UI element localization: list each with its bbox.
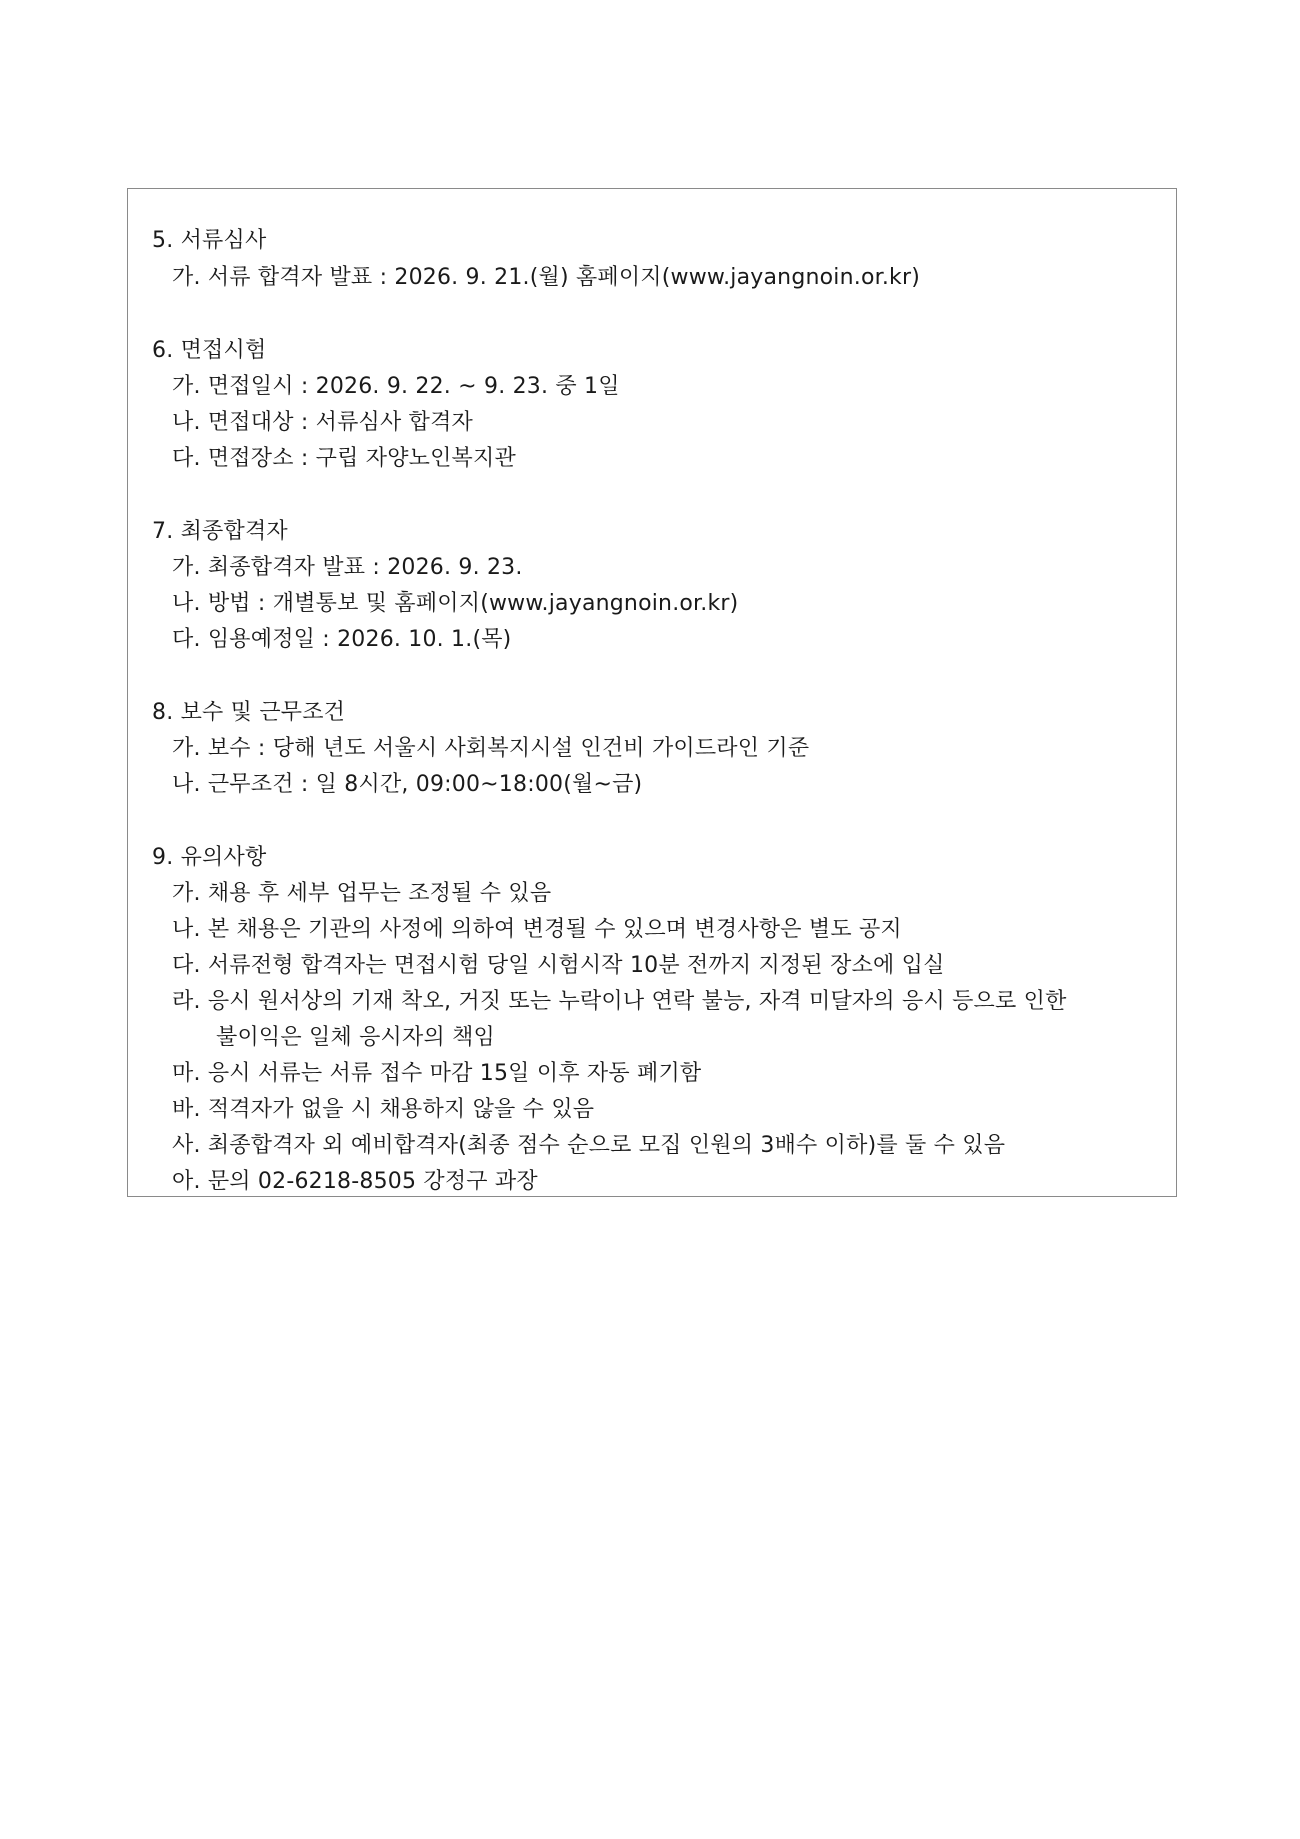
- section-7-item-na: 나. 방법 : 개별통보 및 홈페이지(www.jayangnoin.or.kr): [172, 591, 739, 616]
- section-9-item-da: 다. 서류전형 합격자는 면접시험 당일 시험시작 10분 전까지 지정된 장소에 입실: [172, 953, 945, 978]
- section-9-item-ga: 가. 채용 후 세부 업무는 조정될 수 있음: [172, 881, 552, 906]
- section-8-item-ga: 가. 보수 : 당해 년도 서울시 사회복지시설 인건비 가이드라인 기준: [172, 736, 810, 761]
- section-8-heading: 8. 보수 및 근무조건: [152, 700, 346, 725]
- section-7-item-da: 다. 임용예정일 : 2026. 10. 1.(목): [172, 627, 512, 652]
- section-6-item-na: 나. 면접대상 : 서류심사 합격자: [172, 410, 474, 435]
- section-6-item-da: 다. 면접장소 : 구립 자양노인복지관: [172, 446, 516, 471]
- section-9-item-sa: 사. 최종합격자 외 예비합격자(최종 점수 순으로 모집 인원의 3배수 이하)를 둘 수 있음: [172, 1133, 1006, 1158]
- section-9-item-na: 나. 본 채용은 기관의 사정에 의하여 변경될 수 있으며 변경사항은 별도 공지: [172, 917, 902, 942]
- section-5-heading: 5. 서류심사: [152, 228, 267, 253]
- section-9-item-ma: 마. 응시 서류는 서류 접수 마감 15일 이후 자동 폐기함: [172, 1061, 702, 1086]
- section-8-item-na: 나. 근무조건 : 일 8시간, 09:00~18:00(월~금): [172, 772, 643, 797]
- section-6-heading: 6. 면접시험: [152, 338, 267, 363]
- section-9-item-ra-continuation: 불이익은 일체 응시자의 책임: [216, 1025, 496, 1050]
- section-6-item-ga: 가. 면접일시 : 2026. 9. 22. ~ 9. 23. 중 1일: [172, 374, 620, 399]
- section-7-heading: 7. 최종합격자: [152, 519, 288, 544]
- section-9-heading: 9. 유의사항: [152, 845, 267, 870]
- section-9-item-ra: 라. 응시 원서상의 기재 착오, 거짓 또는 누락이나 연락 불능, 자격 미달자의 응시 등으로 인한: [172, 989, 1067, 1014]
- section-9-item-ba: 바. 적격자가 없을 시 채용하지 않을 수 있음: [172, 1097, 595, 1122]
- section-9-item-a: 아. 문의 02-6218-8505 강정구 과장: [172, 1169, 538, 1194]
- section-7-item-ga: 가. 최종합격자 발표 : 2026. 9. 23.: [172, 555, 523, 580]
- section-5-item-ga: 가. 서류 합격자 발표 : 2026. 9. 21.(월) 홈페이지(www.jayangnoin.or.kr): [172, 265, 920, 290]
